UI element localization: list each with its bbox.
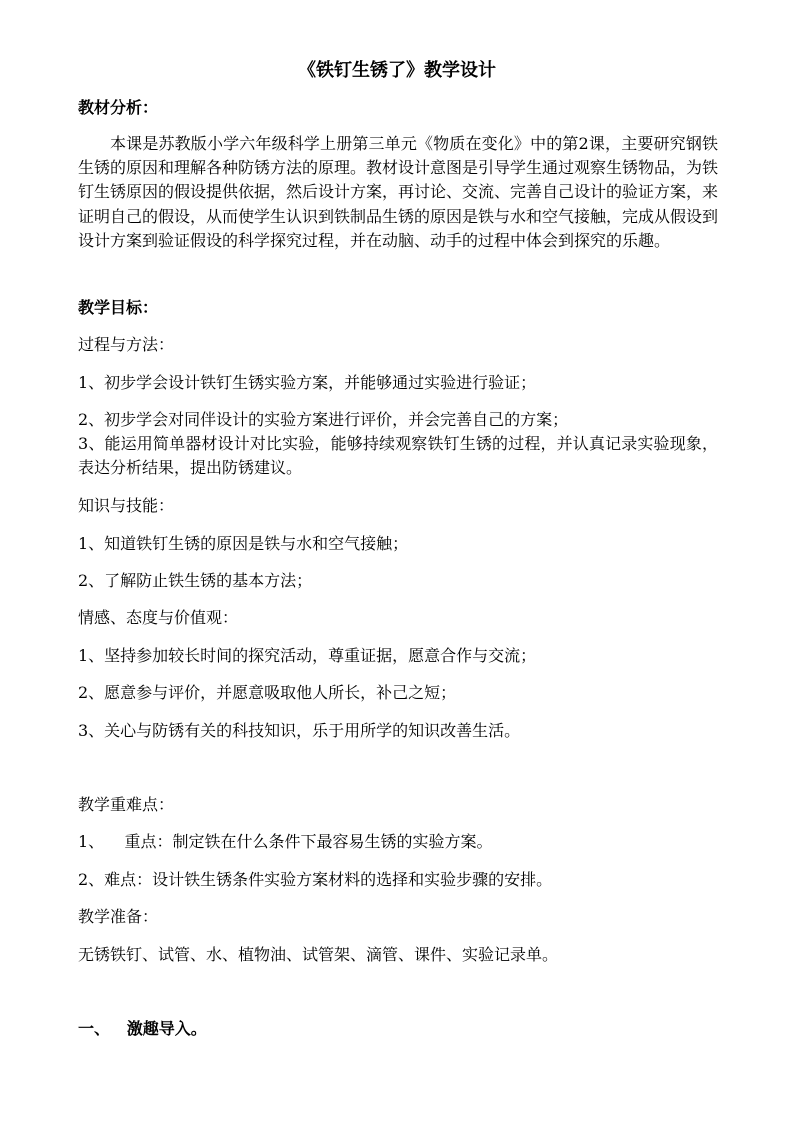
- process-item-1: 1、初步学会设计铁钉生锈实验方案，并能够通过实验进行验证；: [78, 373, 537, 392]
- process-method-label: 过程与方法：: [78, 335, 175, 354]
- key-point-item-1: 1、 重点：制定铁在什么条件下最容易生锈的实验方案。: [78, 832, 493, 851]
- analysis-heading: 教材分析：: [78, 98, 159, 117]
- preparation-heading: 教学准备：: [78, 907, 159, 926]
- analysis-paragraph: 本课是苏教版小学六年级科学上册第三单元《物质在变化》中的第2课，主要研究钢铁生锈的原因和理解各种防锈方法的原理。教材设计意图是引导学生通过观察生锈物品，为铁钉生锈原因的假设提供依据，然后设计方案，再讨论、交流、完善自己设计的验证方案，来证明自己的假设，从而使学生认识到铁制品生锈的原因是铁与水和空气接触，完成从假设到设计方案到验证假设的科学探究过程，并在动脑、动手的过程中体会到探究的乐趣。: [78, 134, 719, 250]
- knowledge-item-1: 1、知道铁钉生锈的原因是铁与水和空气接触；: [78, 534, 409, 553]
- process-item-3: 3、能运用简单器材设计对比实验，能够持续观察铁钉生锈的过程，并认真记录实验现象，表达分析结果，提出防锈建议。: [78, 434, 718, 477]
- key-point-item-2: 2、难点：设计铁生锈条件实验方案材料的选择和实验步骤的安排。: [78, 870, 553, 889]
- emotion-item-2: 2、愿意参与评价，并愿意吸取他人所长，补己之短；: [78, 683, 457, 702]
- knowledge-item-2: 2、了解防止铁生锈的基本方法；: [78, 571, 313, 590]
- key-points-heading: 教学重难点：: [78, 795, 175, 814]
- goals-heading: 教学目标：: [78, 298, 159, 317]
- emotion-item-3: 3、关心与防锈有关的科技知识，乐于用所学的知识改善生活。: [78, 721, 521, 740]
- emotion-attitude-label: 情感、态度与价值观：: [78, 608, 239, 627]
- document-title: 《铁钉生锈了》教学设计: [298, 60, 496, 81]
- emotion-item-1: 1、坚持参加较长时间的探究活动，尊重证据，愿意合作与交流；: [78, 646, 537, 665]
- process-item-2: 2、初步学会对同伴设计的实验方案进行评价，并会完善自己的方案；: [78, 410, 569, 429]
- section-one-heading: 一、 激趣导入。: [78, 1019, 207, 1038]
- preparation-list: 无锈铁钉、试管、水、植物油、试管架、滴管、课件、实验记录单。: [78, 945, 559, 964]
- knowledge-skill-label: 知识与技能：: [78, 496, 175, 515]
